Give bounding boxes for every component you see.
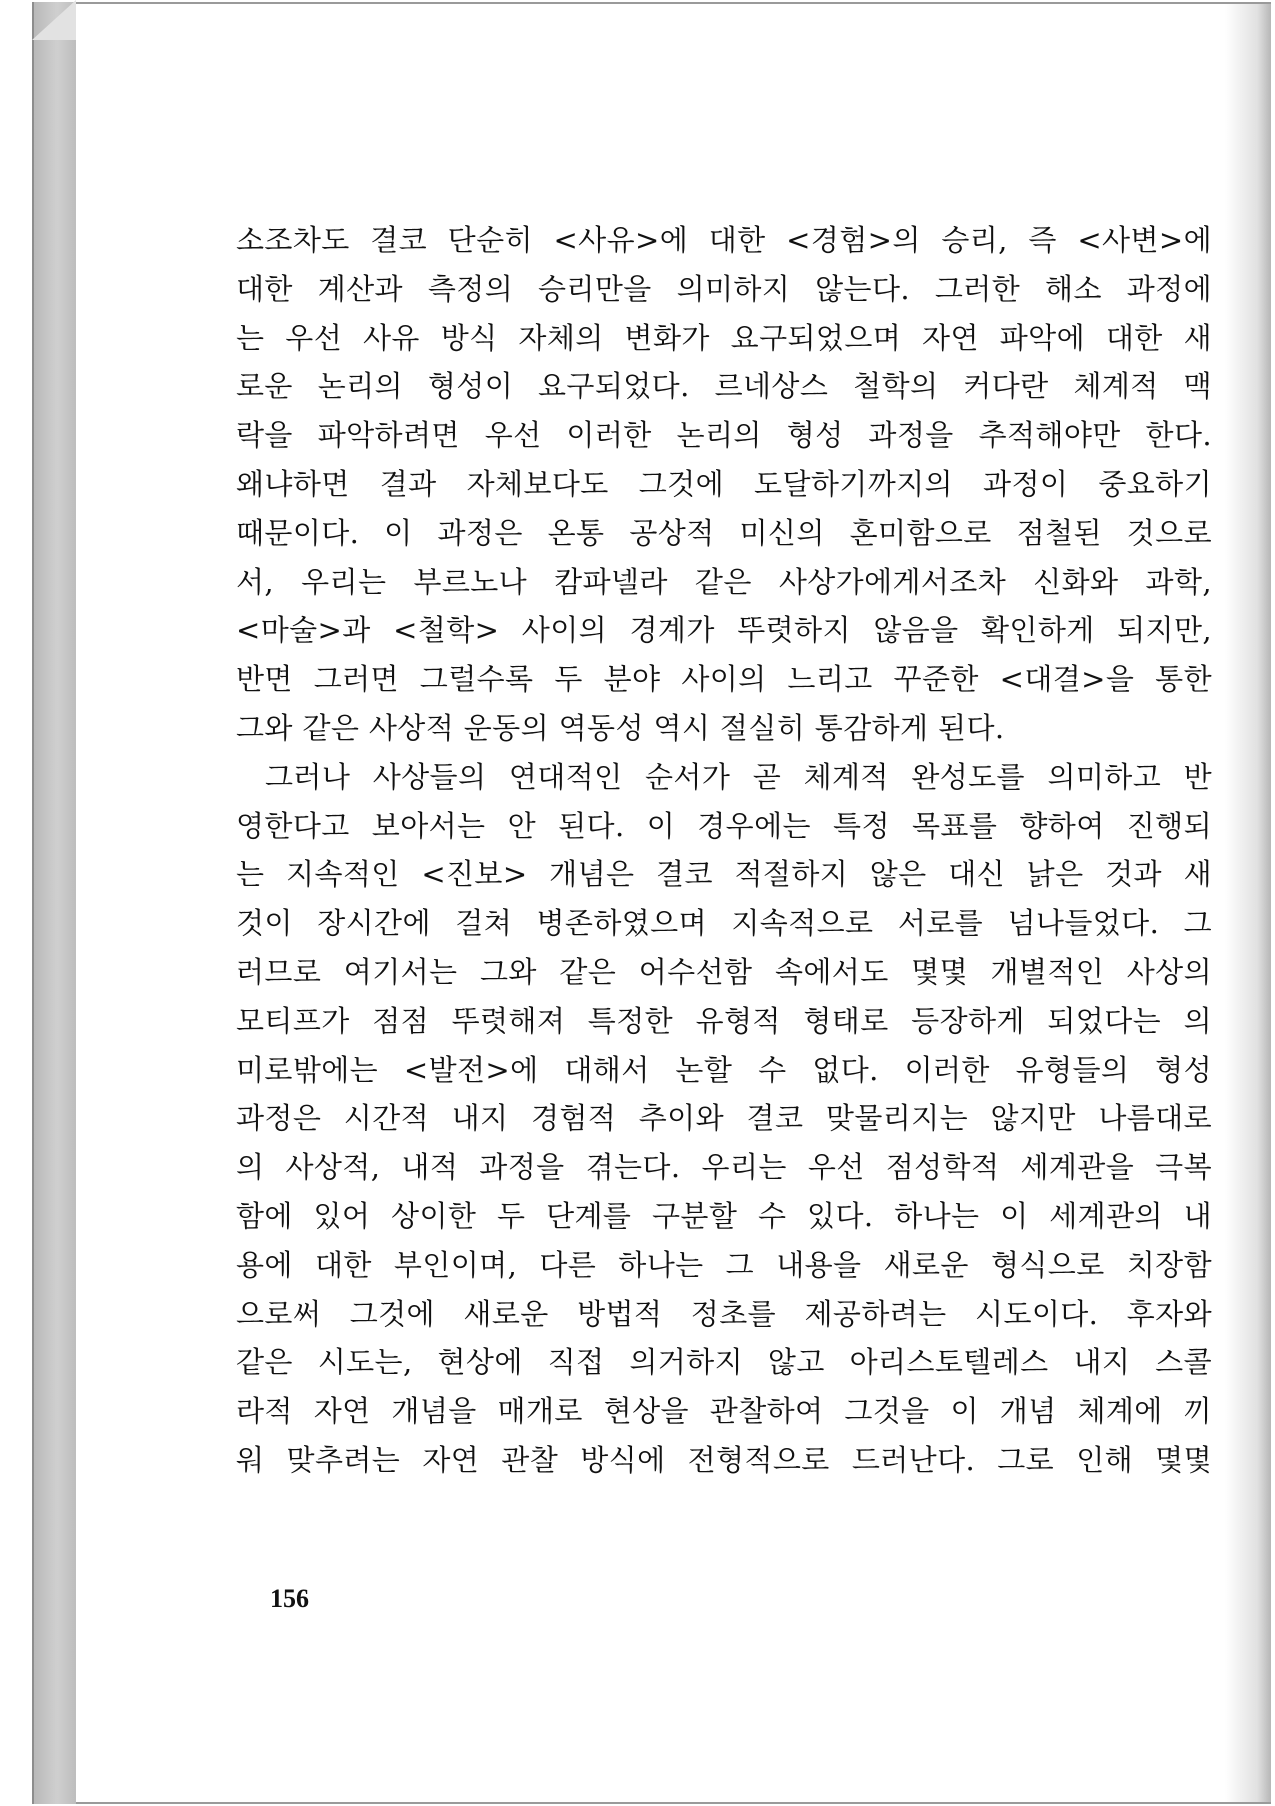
- text-line: 의 사상적, 내적 과정을 겪는다. 우리는 우선 점성학적 세계관을 극복: [236, 1150, 1212, 1185]
- text-line: 서, 우리는 부르노나 캄파넬라 같은 사상가에게서조차 신화와 과학,: [236, 564, 1212, 599]
- page-gutter-shadow: [1225, 4, 1271, 1802]
- text-line: 는 우선 사유 방식 자체의 변화가 요구되었으며 자연 파악에 대한 새: [236, 320, 1212, 355]
- book-page-edge: [32, 2, 76, 1804]
- text-line: 용에 대한 부인이며, 다른 하나는 그 내용을 새로운 형식으로 치장함: [236, 1247, 1212, 1282]
- text-line: 그와 같은 사상적 운동의 역동성 역시 절실히 통감하게 된다.: [236, 710, 1005, 745]
- text-line: 는 지속적인 <진보> 개념은 결코 적절하지 않은 대신 낡은 것과 새: [236, 857, 1212, 892]
- text-line: 라적 자연 개념을 매개로 현상을 관찰하여 그것을 이 개념 체계에 끼: [236, 1394, 1212, 1429]
- text-line: 으로써 그것에 새로운 방법적 정초를 제공하려는 시도이다. 후자와: [236, 1296, 1212, 1331]
- text-line: 것이 장시간에 걸쳐 병존하였으며 지속적으로 서로를 넘나들었다. 그: [236, 906, 1212, 941]
- text-line: 왜냐하면 결과 자체보다도 그것에 도달하기까지의 과정이 중요하기: [236, 466, 1212, 501]
- text-line: 미로밖에는 <발전>에 대해서 논할 수 없다. 이러한 유형들의 형성: [236, 1052, 1212, 1087]
- text-line: 락을 파악하려면 우선 이러한 논리의 형성 과정을 추적해야만 한다.: [236, 418, 1212, 453]
- body-text: [236, 216, 1212, 1485]
- text-line: 그러나 사상들의 연대적인 순서가 곧 체계적 완성도를 의미하고 반: [265, 759, 1212, 794]
- text-line: 함에 있어 상이한 두 단계를 구분할 수 있다. 하나는 이 세계관의 내: [236, 1198, 1212, 1233]
- text-line: 대한 계산과 측정의 승리만을 의미하지 않는다. 그러한 해소 과정에: [236, 271, 1212, 306]
- book-edge-corner: [32, 0, 76, 40]
- text-line: <마술>과 <철학> 사이의 경계가 뚜렷하지 않음을 확인하게 되지만,: [236, 613, 1212, 648]
- text-line: 로운 논리의 형성이 요구되었다. 르네상스 철학의 커다란 체계적 맥: [236, 369, 1212, 404]
- text-line: 과정은 시간적 내지 경험적 추이와 결코 맞물리지는 않지만 나름대로: [236, 1101, 1212, 1136]
- text-line: 때문이다. 이 과정은 온통 공상적 미신의 혼미함으로 점철된 것으로: [236, 515, 1212, 550]
- text-line: 모티프가 점점 뚜렷해져 특정한 유형적 형태로 등장하게 되었다는 의: [236, 1003, 1212, 1038]
- text-line: 같은 시도는, 현상에 직접 의거하지 않고 아리스토텔레스 내지 스콜: [236, 1345, 1212, 1380]
- book-page: [76, 2, 1271, 1804]
- text-line: 반면 그러면 그럴수록 두 분야 사이의 느리고 꾸준한 <대결>을 통한: [236, 662, 1212, 697]
- text-line: 소조차도 결코 단순히 <사유>에 대한 <경험>의 승리, 즉 <사변>에: [236, 223, 1212, 257]
- page-number: 156: [270, 1584, 309, 1613]
- text-line: 러므로 여기서는 그와 같은 어수선함 속에서도 몇몇 개별적인 사상의: [236, 954, 1212, 989]
- text-line: 영한다고 보아서는 안 된다. 이 경우에는 특정 목표를 향하여 진행되: [236, 808, 1212, 843]
- text-line: 워 맞추려는 자연 관찰 방식에 전형적으로 드러난다. 그로 인해 몇몇: [236, 1442, 1212, 1477]
